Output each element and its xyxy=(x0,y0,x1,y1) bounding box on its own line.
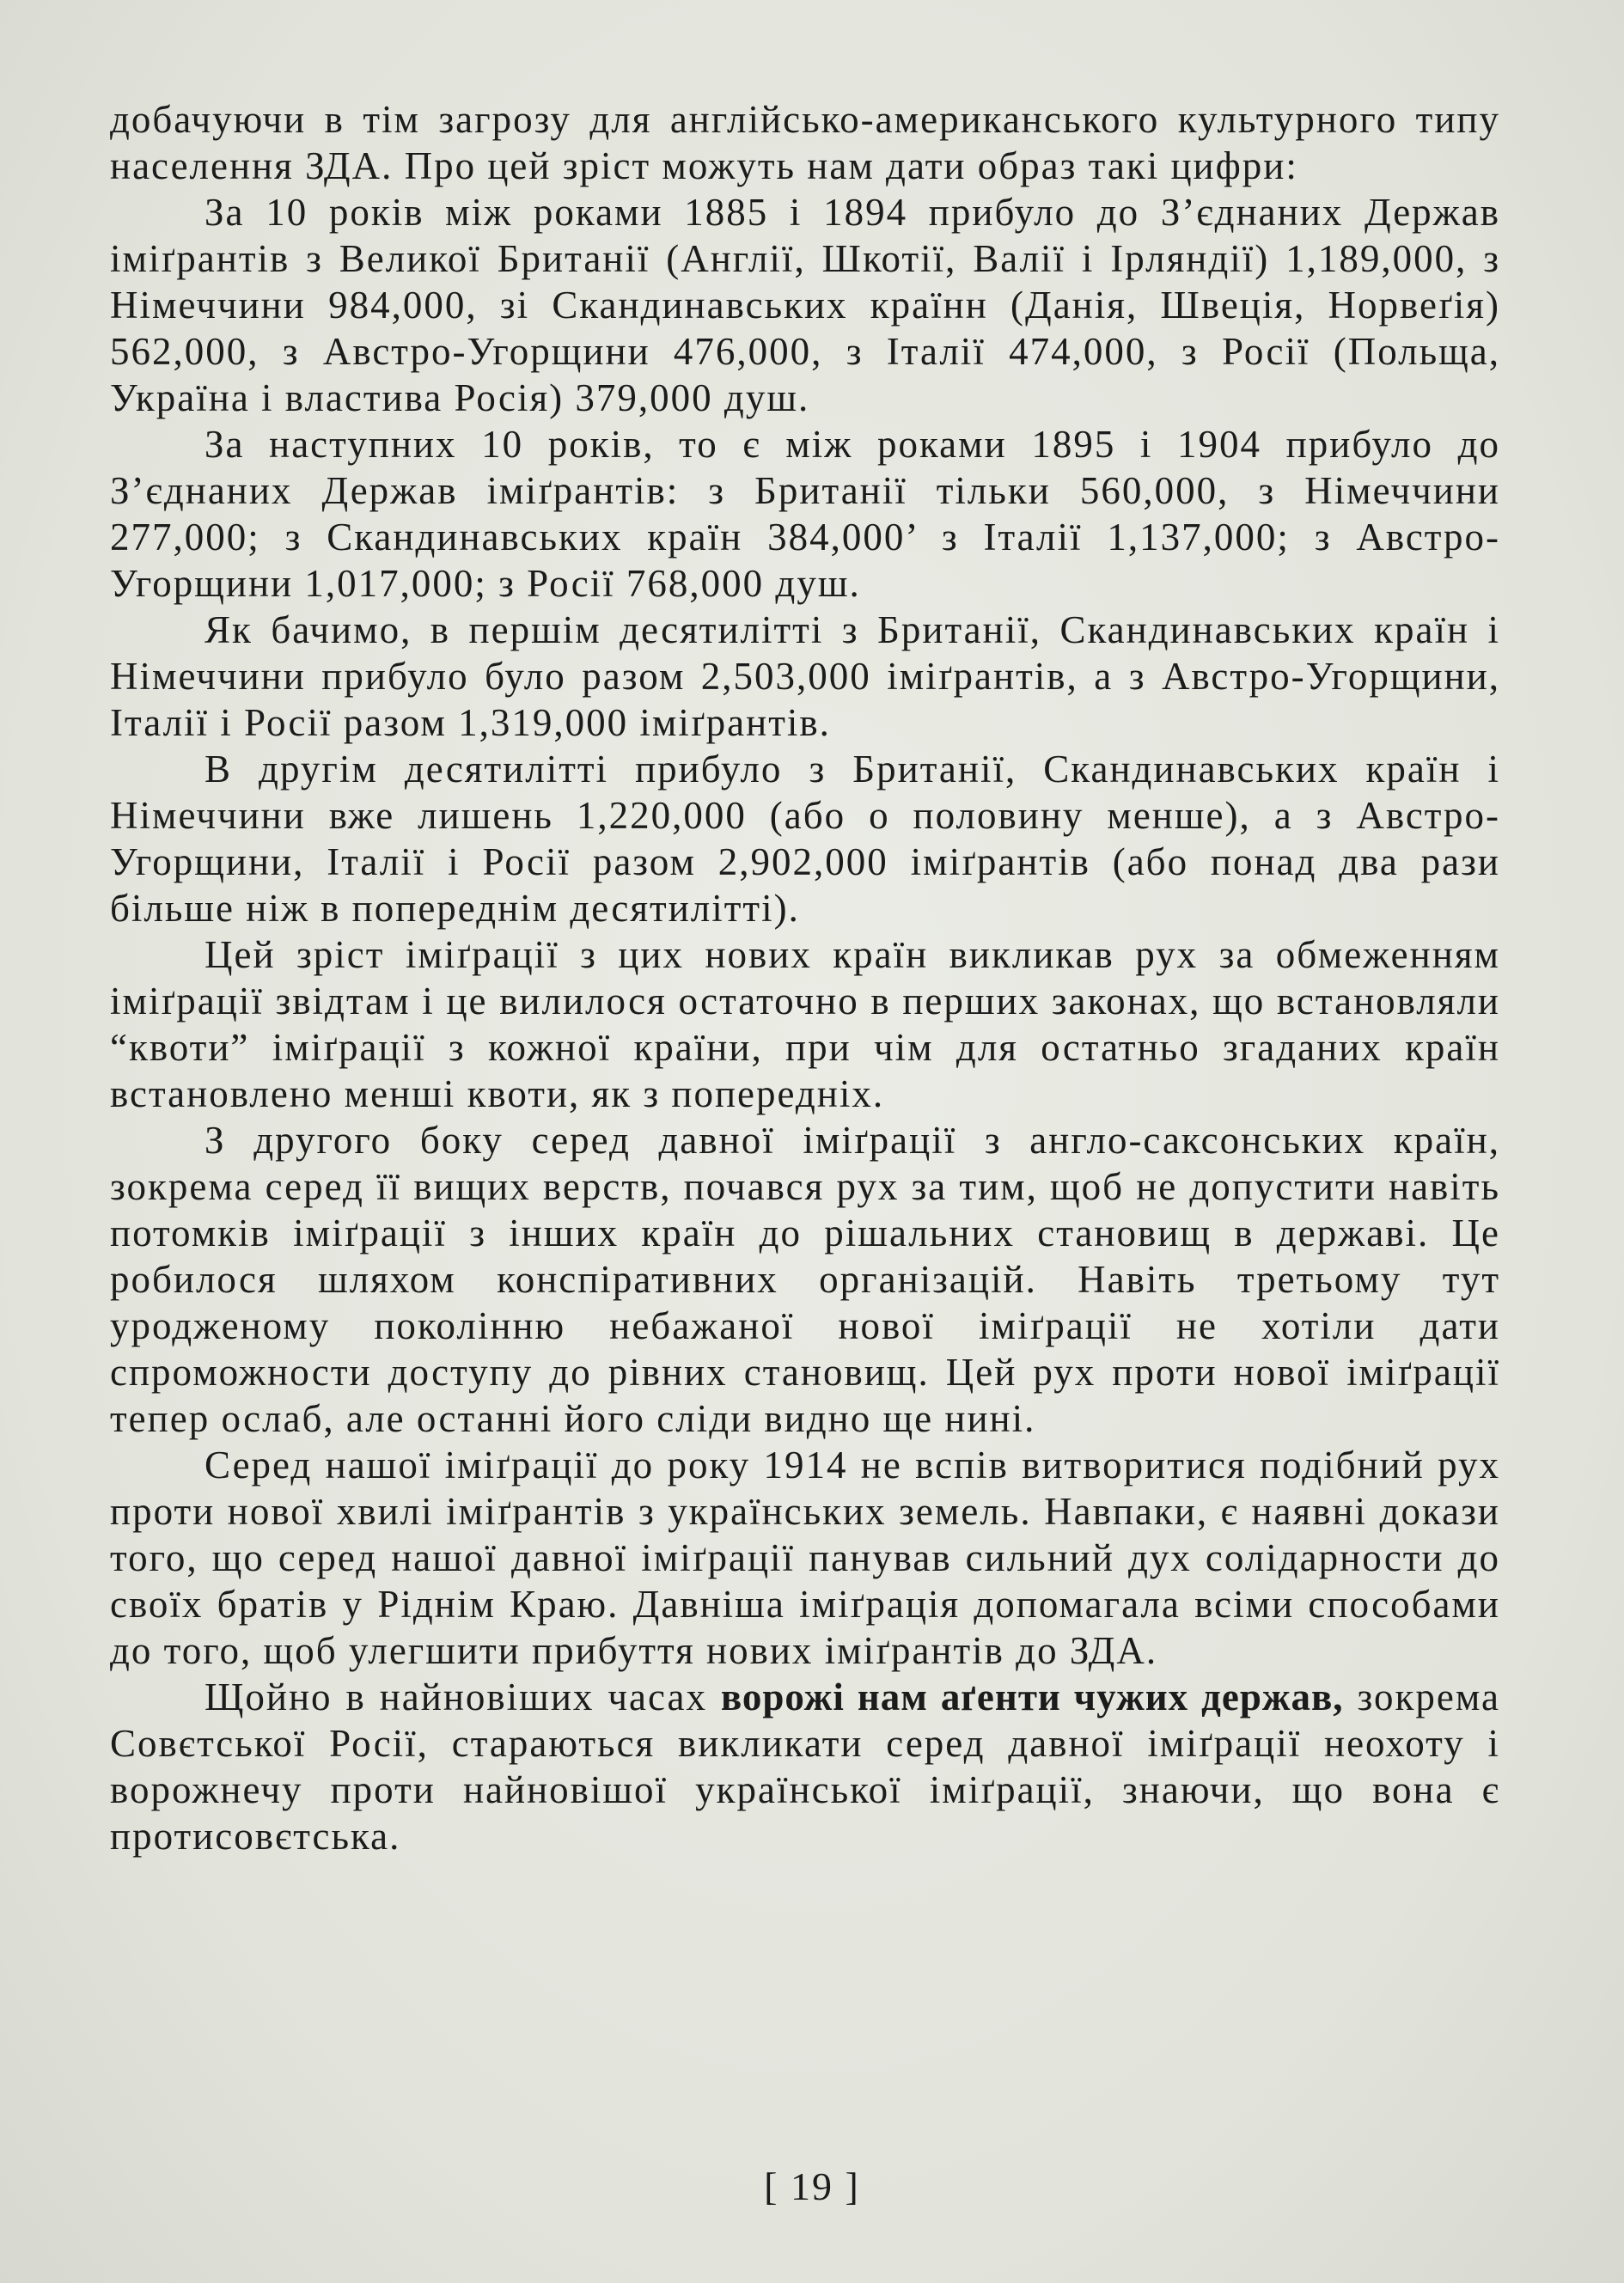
page-number: [ 19 ] xyxy=(764,2164,860,2208)
paragraph-9 xyxy=(110,1674,1500,1859)
paragraph-4: Як бачимо, в першім десятилітті з Британії, Скандинавських країн і Німеччини прибуло було разом 2,503,000 іміґрантів, а з Австро-Угорщини, Італії і Росії разом 1,319,000 іміґрантів. xyxy=(110,608,1500,744)
body-text xyxy=(110,96,1500,1859)
paragraph-3: За наступних 10 років, то є між роками 1895 і 1904 прибуло до З’єднаних Держав іміґрантів: з Британії тільки 560,000, з Німеччини 277,000; з Скандинавських країн 384,000’ з Італії 1,137,000; з Австро-Угорщини 1,017,000; з Росії 768,000 душ. xyxy=(110,423,1500,605)
paragraph-8: Серед нашої іміґрації до року 1914 не вспів витворитися подібний рух проти нової хвилі іміґрантів з українських земель. Навпаки, є наявні докази того, що серед нашої давної іміґрації панував сильний дух солідарности до своїх братів у Ріднім Краю. Давніша іміґрація допомагала всіми способами до того, щоб улегшити прибуття нових іміґрантів до ЗДА. xyxy=(110,1444,1500,1672)
paragraph-9-rest: зокрема Совєтської Росії, стараються викликати серед давної іміґрації неохоту і ворожнечу проти найновішої української іміґрації, знаючи, що вона є протисовєтська. xyxy=(110,1676,1500,1858)
paragraph-9-lead: Щойно в найновіших часах xyxy=(205,1676,721,1718)
paragraph-2: За 10 років між роками 1885 і 1894 прибуло до З’єднаних Держав іміґрантів з Великої Британії (Англії, Шкотії, Валії і Ірляндії) 1,189,000, з Німеччини 984,000, зі Скандинавських країнн (Данія, Швеція, Норвеґія) 562,000, з Австро-Угорщини 476,000, з Італії 474,000, з Росії (Польща, Україна і властива Росія) 379,000 душ. xyxy=(110,191,1500,419)
paragraph-1: добачуючи в тім загрозу для англійсько-американського культурного типу населення ЗДА. Про цей зріст можуть нам дати образ такі цифри: xyxy=(110,98,1500,187)
paragraph-9-bold-phrase: ворожі нам аґенти чужих держав, xyxy=(720,1676,1344,1718)
paragraph-7: З другого боку серед давної іміґрації з англо-саксонських країн, зокрема серед її вищих верств, почався рух за тим, щоб не допустити навіть потомків іміґрації з інших країн до рішальних становищ в державі. Це робилося шляхом конспіративних організацій. Навіть третьому тут уродженому поколінню небажаної нової іміґрації не хотіли дати спроможности доступу до рівних становищ. Цей рух проти нової іміґрації тепер ослаб, але останні його сліди видно ще нині. xyxy=(110,1119,1500,1440)
paragraph-5: В другім десятилітті прибуло з Британії, Скандинавських країн і Німеччини вже лишень 1,220,000 (або о половину менше), а з Австро-Угорщини, Італії і Росії разом 2,902,000 іміґрантів (або понад два рази більше ніж в попереднім десятилітті). xyxy=(110,748,1500,930)
paragraph-6: Цей зріст іміґрації з цих нових країн викликав рух за обмеженням іміґрації звідтам і це вилилося остаточно в перших законах, що встановляли “квоти” іміґрації з кожної країни, при чім для остатньо згаданих країн встановлено менші квоти, як з попередніх. xyxy=(110,933,1500,1115)
